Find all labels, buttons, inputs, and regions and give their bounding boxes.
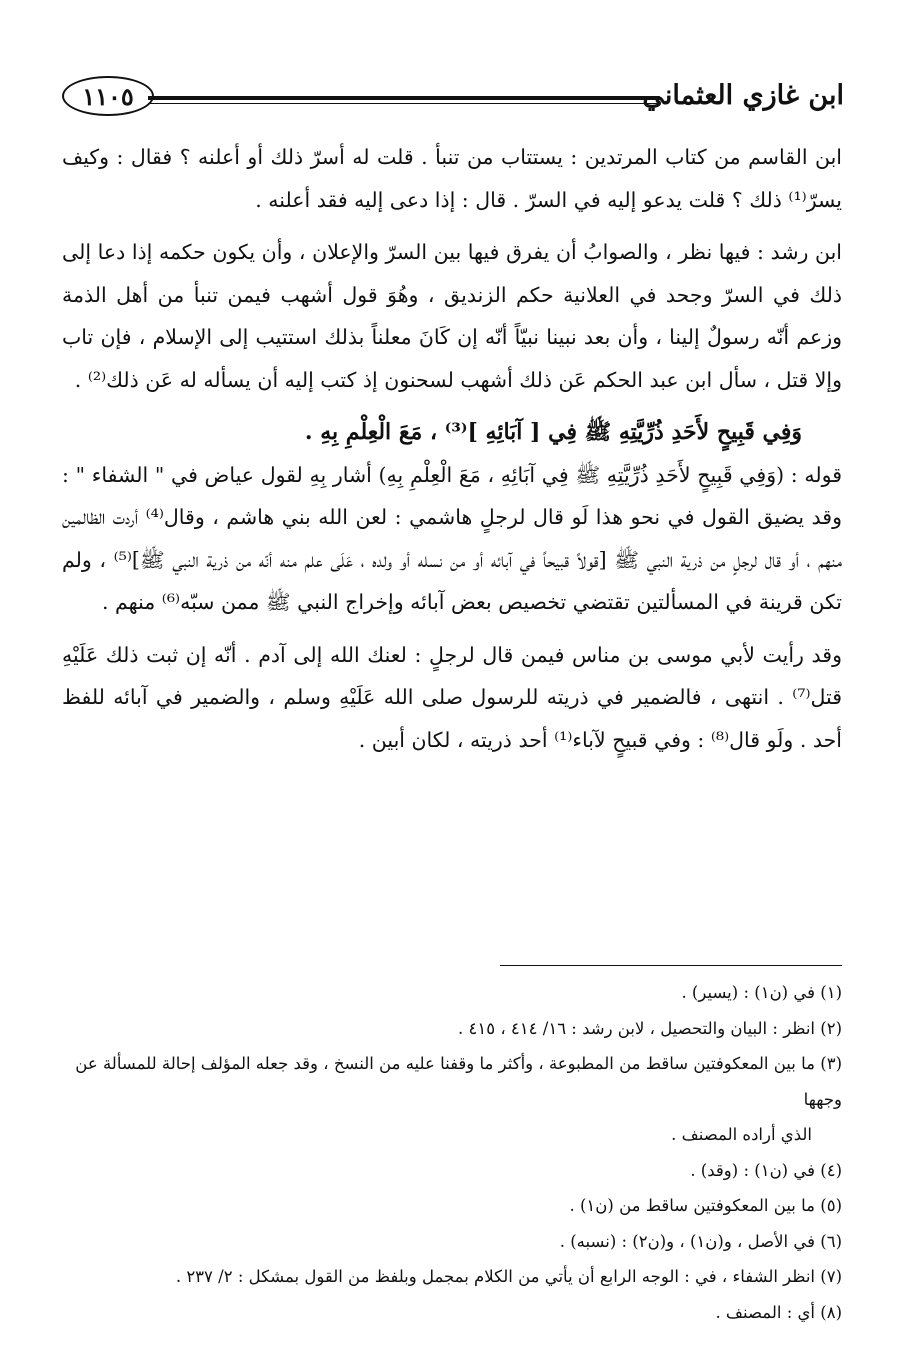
footnotes (62, 975, 842, 1330)
paragraph: ابن رشد : فيها نظر ، والصوابُ أن يفرق فيها بين السرّ والإعلان ، وأن يكون حكمه إذا دعا إلى ذلك في السرّ وجحد في العلانية حكم الزنديق ، وهُوَ قول أشهب فيمن تنبأ من أهل الذمة وزعم أنّه رسولٌ إلينا ، وأن بعد نبينا نبيّاً أنّه إن كَانَ معلناً بذلك استتيب إلى الإسلام ، فإن تاب وإلا قتل ، سأل ابن عبد الحكم عَن ذلك أشهب لسحنون إذ كتب إليه أن يسأله له عَن ذلك⁽²⁾ . (62, 240, 842, 392)
footnote: (٣) ما بين المعكوفتين ساقط من المطبوعة ، وأكثر ما وقفنا عليه من النسخ ، وقد جعله المؤلف إحالة للمسألة عن وجهها (75, 1054, 842, 1109)
header-rule (148, 96, 660, 104)
matn-verse: وَفِي قَبِيحٍ لأَحَدِ ذُرِّيَّتِهِ ﷺ فِي [ آبَائِهِ ]⁽³⁾ ، مَعَ الْعِلْمِ بِهِ . (304, 419, 802, 445)
footnote-divider (500, 965, 842, 966)
page-header (62, 72, 844, 130)
footnote: (٥) ما بين المعكوفتين ساقط من (ن١) . (569, 1196, 842, 1215)
footnote: (٢) انظر : البيان والتحصيل ، لابن رشد : ١٦/ ٤١٤ ، ٤١٥ . (458, 1018, 842, 1038)
footnote: (٤) في (ن١) : (وقد) . (690, 1160, 842, 1180)
running-title: ابن غازي العثماني (642, 80, 844, 111)
footnote-continuation-text: الذي أراده المصنف . (671, 1125, 812, 1144)
paragraph: وقد رأيت لأبي موسى بن مناس فيمن قال لرجلٍ : لعنك الله إلى آدم . أنّه إن ثبت ذلك عَلَيْهِ قتل⁽⁷⁾ . انتهى ، فالضمير في ذريته للرسول صلى الله عَلَيْهِ وسلم ، والضمير في آبائه للفظ أحد . ولَو قال⁽⁸⁾ : وفي قبيحٍ لآباء⁽¹⁾ أحد ذريته ، لكان أبين . (62, 642, 842, 752)
footnote: (٨) أي : المصنف . (715, 1302, 842, 1322)
footnote: (٦) في الأصل ، و(ن١) ، و(ن٢) : (نسبه) . (559, 1231, 842, 1251)
footnote: (١) في (ن١) : (يسير) . (681, 983, 842, 1002)
footnote-continuation (62, 1117, 842, 1153)
page-number: ١١٠٥ (62, 76, 154, 116)
paragraph: قوله : (وَفِي قَبِيحٍ لأَحَدِ ذُرِّيَّتِهِ ﷺ فِي آبَائِهِ ، مَعَ الْعِلْمِ بِهِ) أشار بِهِ لقول عياض في " الشفاء " : وقد يضيق القول في نحو هذا لَو قال لرجلٍ هاشمي : لعن الله بني هاشم ، وقال⁽⁴⁾ أردت الظالمين منهم ، أو قال لرجلٍ من ذرية النبي ﷺ [قولاً قبيحاً في آبائه أو من نسله أو ولده ، عَلَى علم منه أنّه من ذرية النبي ﷺ]⁽⁵⁾ ، ولم تكن قرينة في المسألتين تقتضي تخصيص بعض آبائه وإخراج النبي ﷺ ممن سبّه⁽⁶⁾ منهم . (62, 462, 842, 614)
footnote: (٧) انظر الشفاء ، في : الوجه الرابع أن يأتي من الكلام بمجمل وبلفظ من القول بمشكل : ٢/ ٢٣٧ . (175, 1267, 842, 1286)
paragraph: ابن القاسم من كتاب المرتدين : يستتاب من تنبأ . قلت له أسرّ ذلك أو أعلنه ؟ فقال : وكيف يسرّ⁽¹⁾ ذلك ؟ قلت يدعو إليه في السرّ . قال : إذا دعى إليه فقد أعلنه . (62, 145, 842, 212)
main-text (62, 136, 842, 771)
